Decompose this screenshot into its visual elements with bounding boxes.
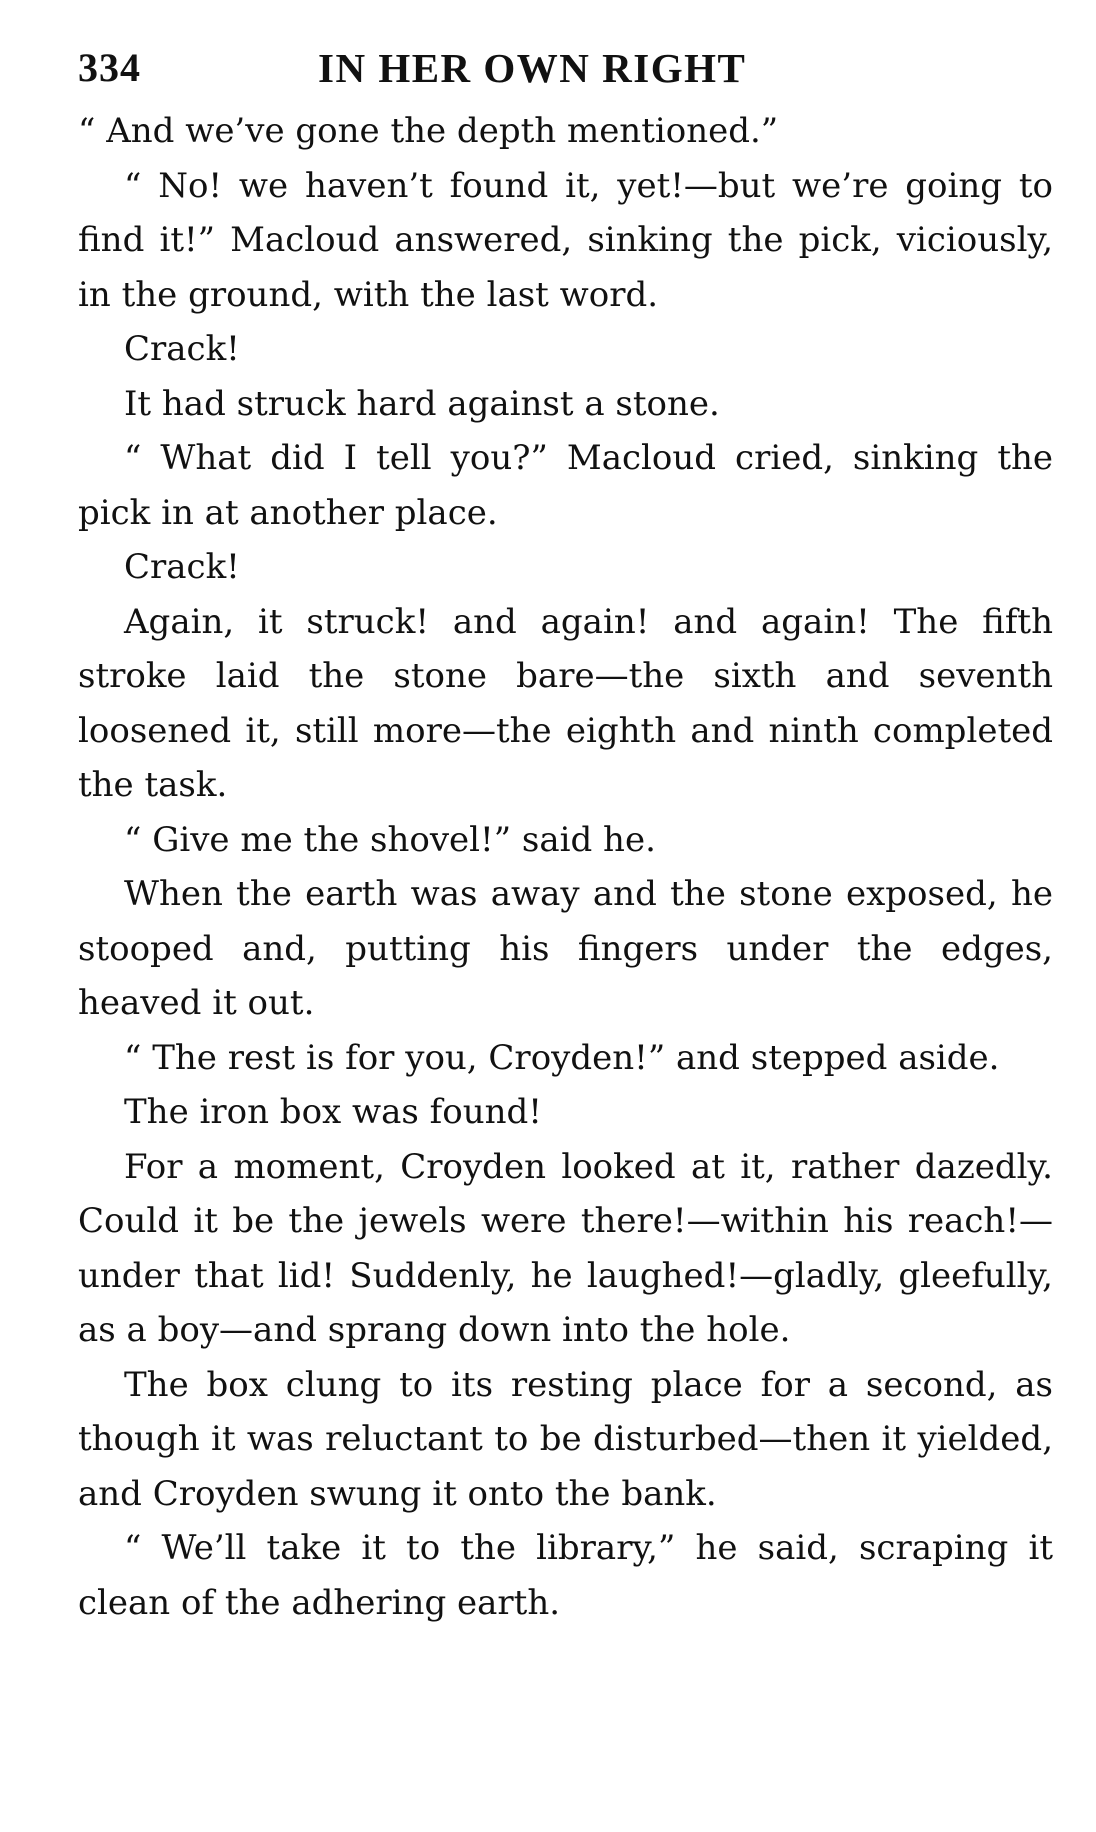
paragraph: “ Give me the shovel!” said he. [124, 819, 656, 860]
paragraph: The iron box was found! [124, 1092, 542, 1132]
paragraph: Crack! [124, 329, 240, 369]
page-number: 334 [78, 45, 141, 90]
paragraph: When the earth was away and the stone exposed, he stooped and, putting his fingers under the edges, heaved it out. [78, 874, 1053, 1023]
paragraph: For a moment, Croyden looked at it, rather dazedly. Could it be the jewels were there!—within his reach!—under that lid! Suddenly, he laughed!—gladly, gleefully, as a boy—and sprang down into the hole. [78, 1146, 1053, 1350]
page-header [78, 34, 1053, 104]
paragraph: “ No! we haven’t found it, yet!—but we’re going to find it!” Macloud answered, sinking the pick, viciously, in the ground, with the last word. [78, 165, 1053, 315]
paragraph: It had struck hard against a stone. [124, 383, 720, 424]
paragraph: The box clung to its resting place for a second, as though it was reluctant to be disturbed—then it yielded, and Croyden swung it onto the bank. [78, 1364, 1053, 1514]
paragraph: “ We’ll take it to the library,” he said, scraping it clean of the adhering earth. [78, 1528, 1053, 1623]
paragraph: “ What did I tell you?” Macloud cried, sinking the pick in at another place. [78, 438, 1053, 533]
paragraph: “ The rest is for you, Croyden!” and stepped aside. [124, 1037, 1000, 1078]
paragraph: Again, it struck! and again! and again! The fifth stroke laid the stone bare—the sixth and seventh loosened it, still more—the eighth and ninth completed the task. [78, 601, 1053, 805]
paragraph: “ And we’ve gone the depth mentioned.” [78, 111, 779, 151]
running-title: IN HER OWN RIGHT [318, 45, 747, 91]
paragraph: Crack! [124, 547, 240, 587]
book-page [78, 34, 1053, 1630]
body-text [78, 104, 1053, 1630]
